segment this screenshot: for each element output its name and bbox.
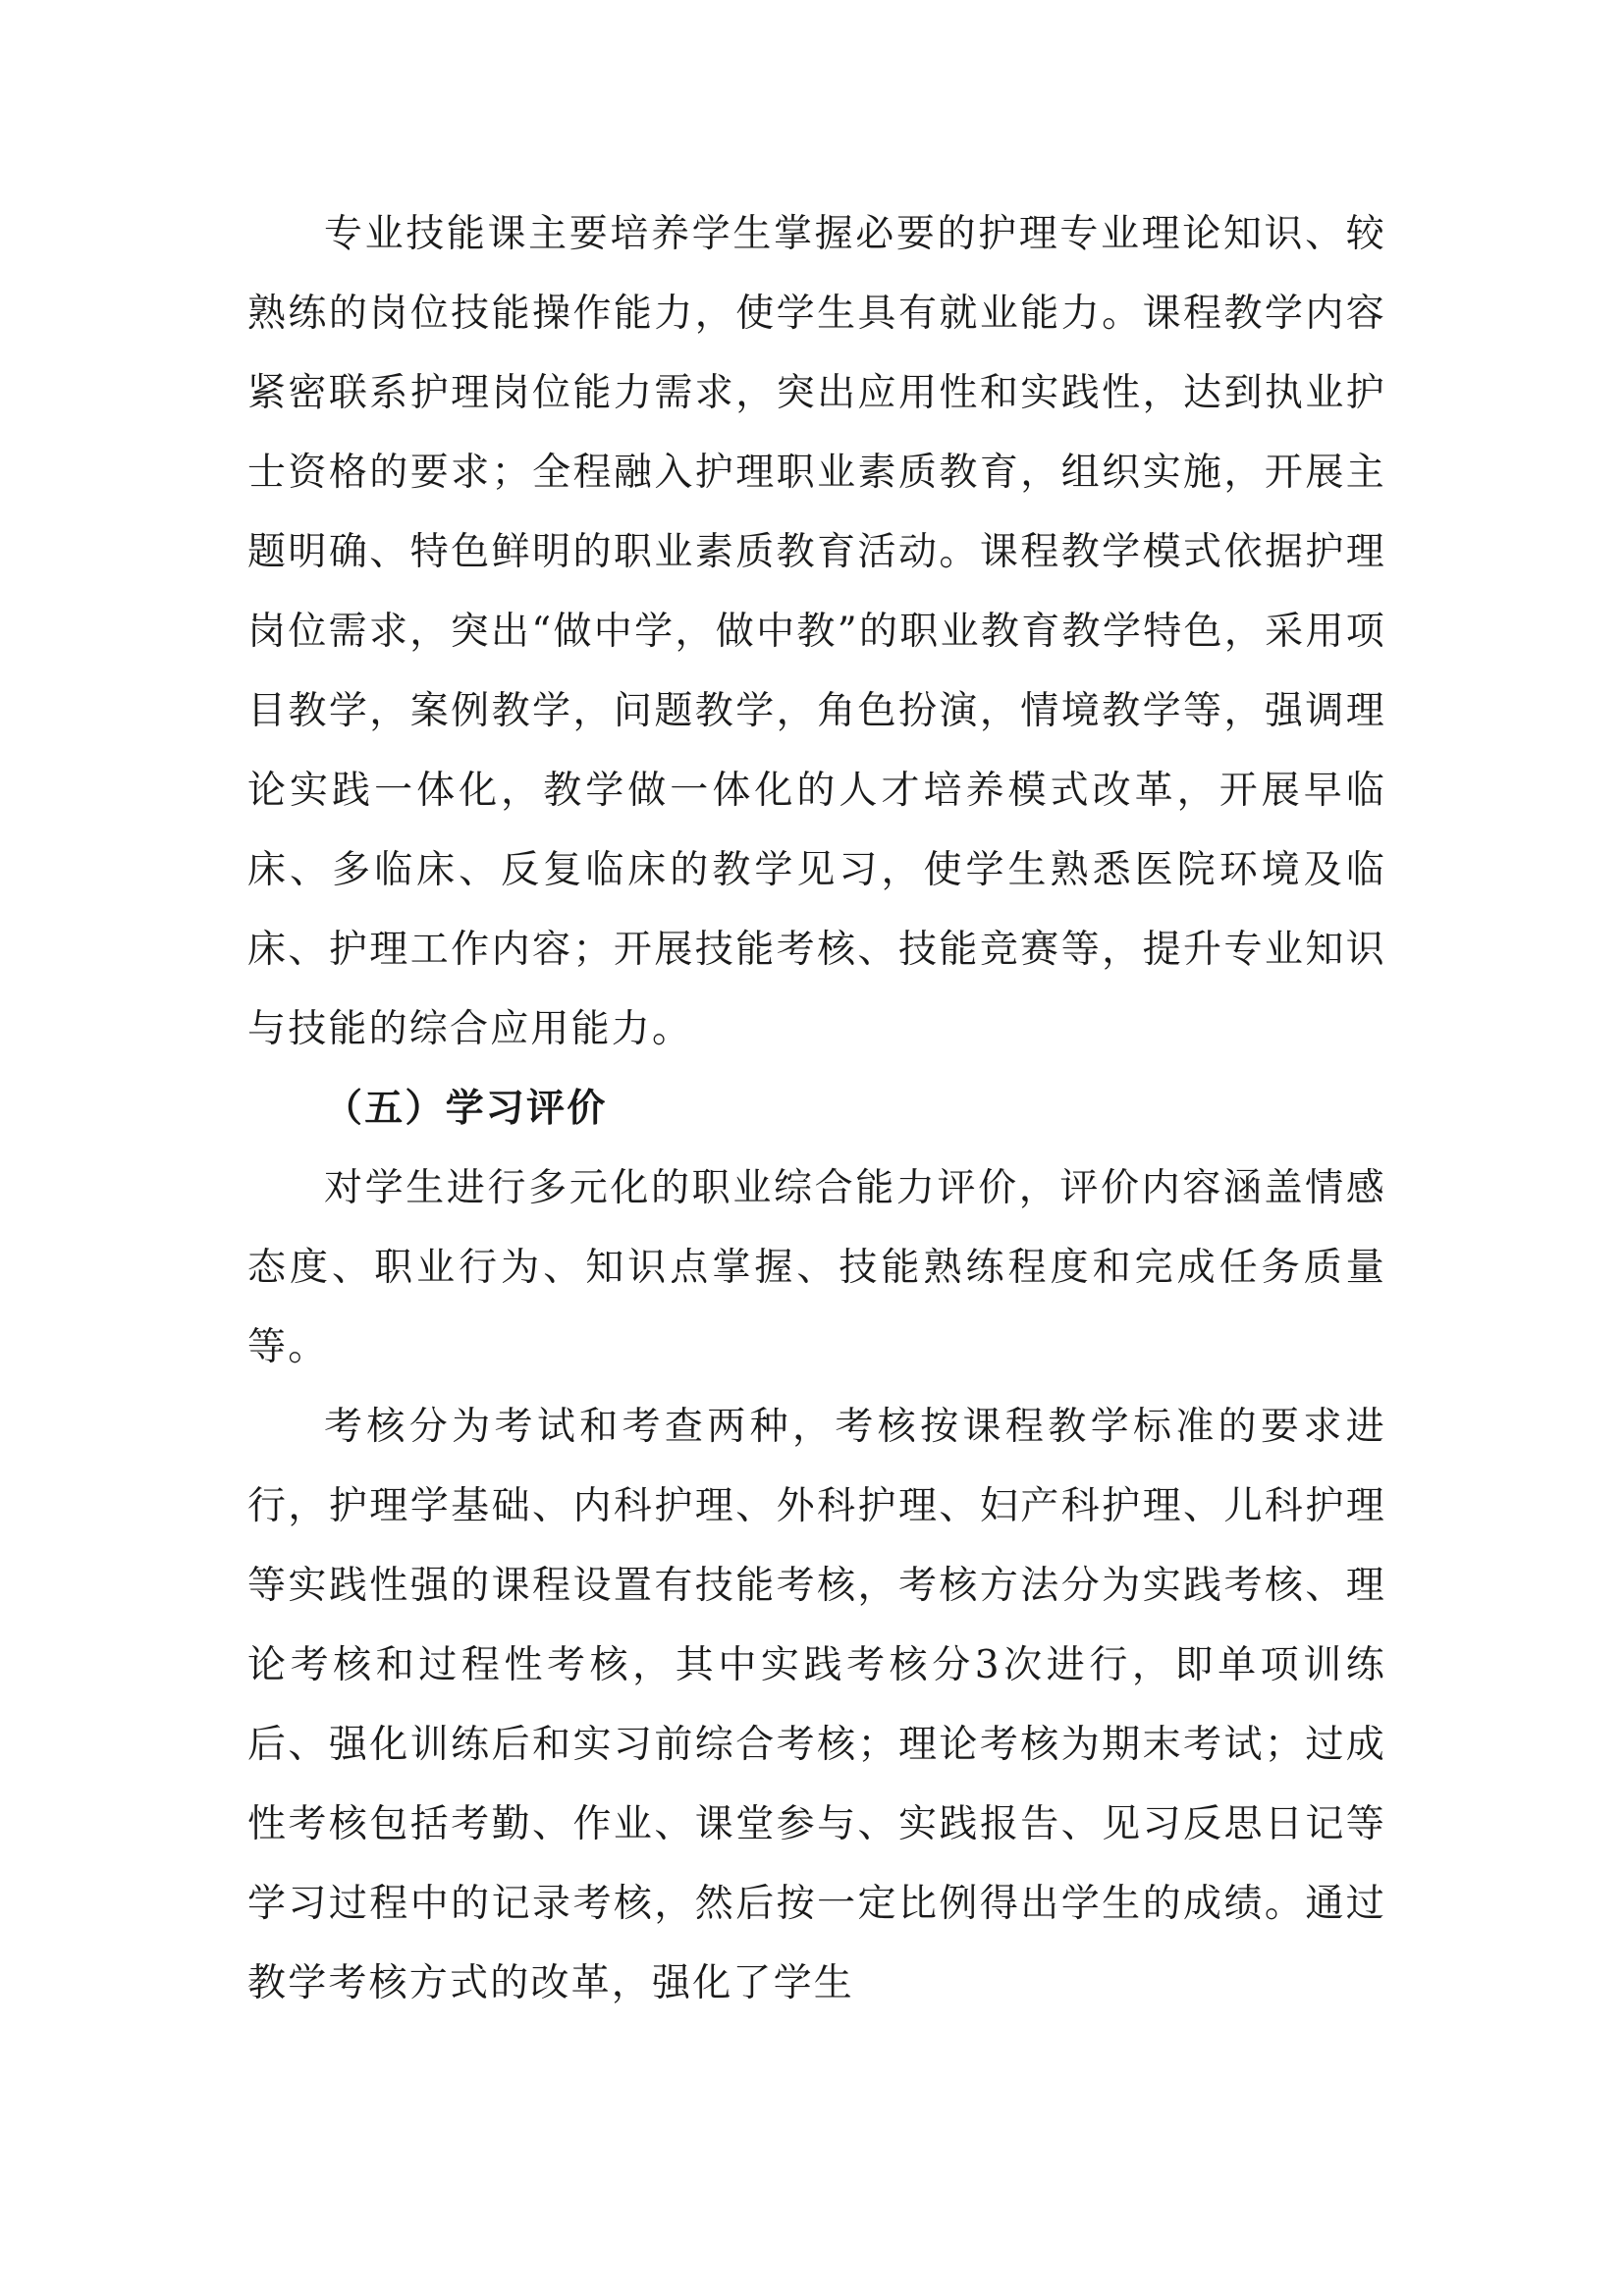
paragraph-evaluation-scope: 对学生进行多元化的职业综合能力评价，评价内容涵盖情感态度、职业行为、知识点掌握、技能熟练程度和完成任务质量等。 xyxy=(247,1166,1386,1369)
section-heading-learning-evaluation: （五）学习评价 xyxy=(324,1087,608,1131)
paragraph-assessment-methods: 考核分为考试和考查两种，考核按课程教学标准的要求进行，护理学基础、内科护理、外科护理、妇产科护理、儿科护理等实践性强的课程设置有技能考核，考核方法分为实践考核、理论考核和过程性考核，其中实践考核分3次进行，即单项训练后、强化训练后和实习前综合考核；理论考核为期末考试；过成性考核包括考勤、作业、课堂参与、实践报告、见习反思日记等学习过程中的记录考核，然后按一定比例得出学生的成绩。通过教学考核方式的改革，强化了学生 xyxy=(247,1405,1386,2005)
paragraph-professional-skills: 专业技能课主要培养学生掌握必要的护理专业理论知识、较熟练的岗位技能操作能力，使学生具有就业能力。课程教学内容紧密联系护理岗位能力需求，突出应用性和实践性，达到执业护士资格的要求；全程融入护理职业素质教育，组织实施，开展主题明确、特色鲜明的职业素质教育活动。课程教学模式依据护理岗位需求，突出“做中学，做中教”的职业教育教学特色，采用项目教学，案例教学，问题教学，角色扮演，情境教学等，强调理论实践一体化，教学做一体化的人才培养模式改革，开展早临床、多临床、反复临床的教学见习，使学生熟悉医院环境及临床、护理工作内容；开展技能考核、技能竞赛等，提升专业知识与技能的综合应用能力。 xyxy=(247,212,1386,1051)
document-body xyxy=(247,194,1386,2023)
